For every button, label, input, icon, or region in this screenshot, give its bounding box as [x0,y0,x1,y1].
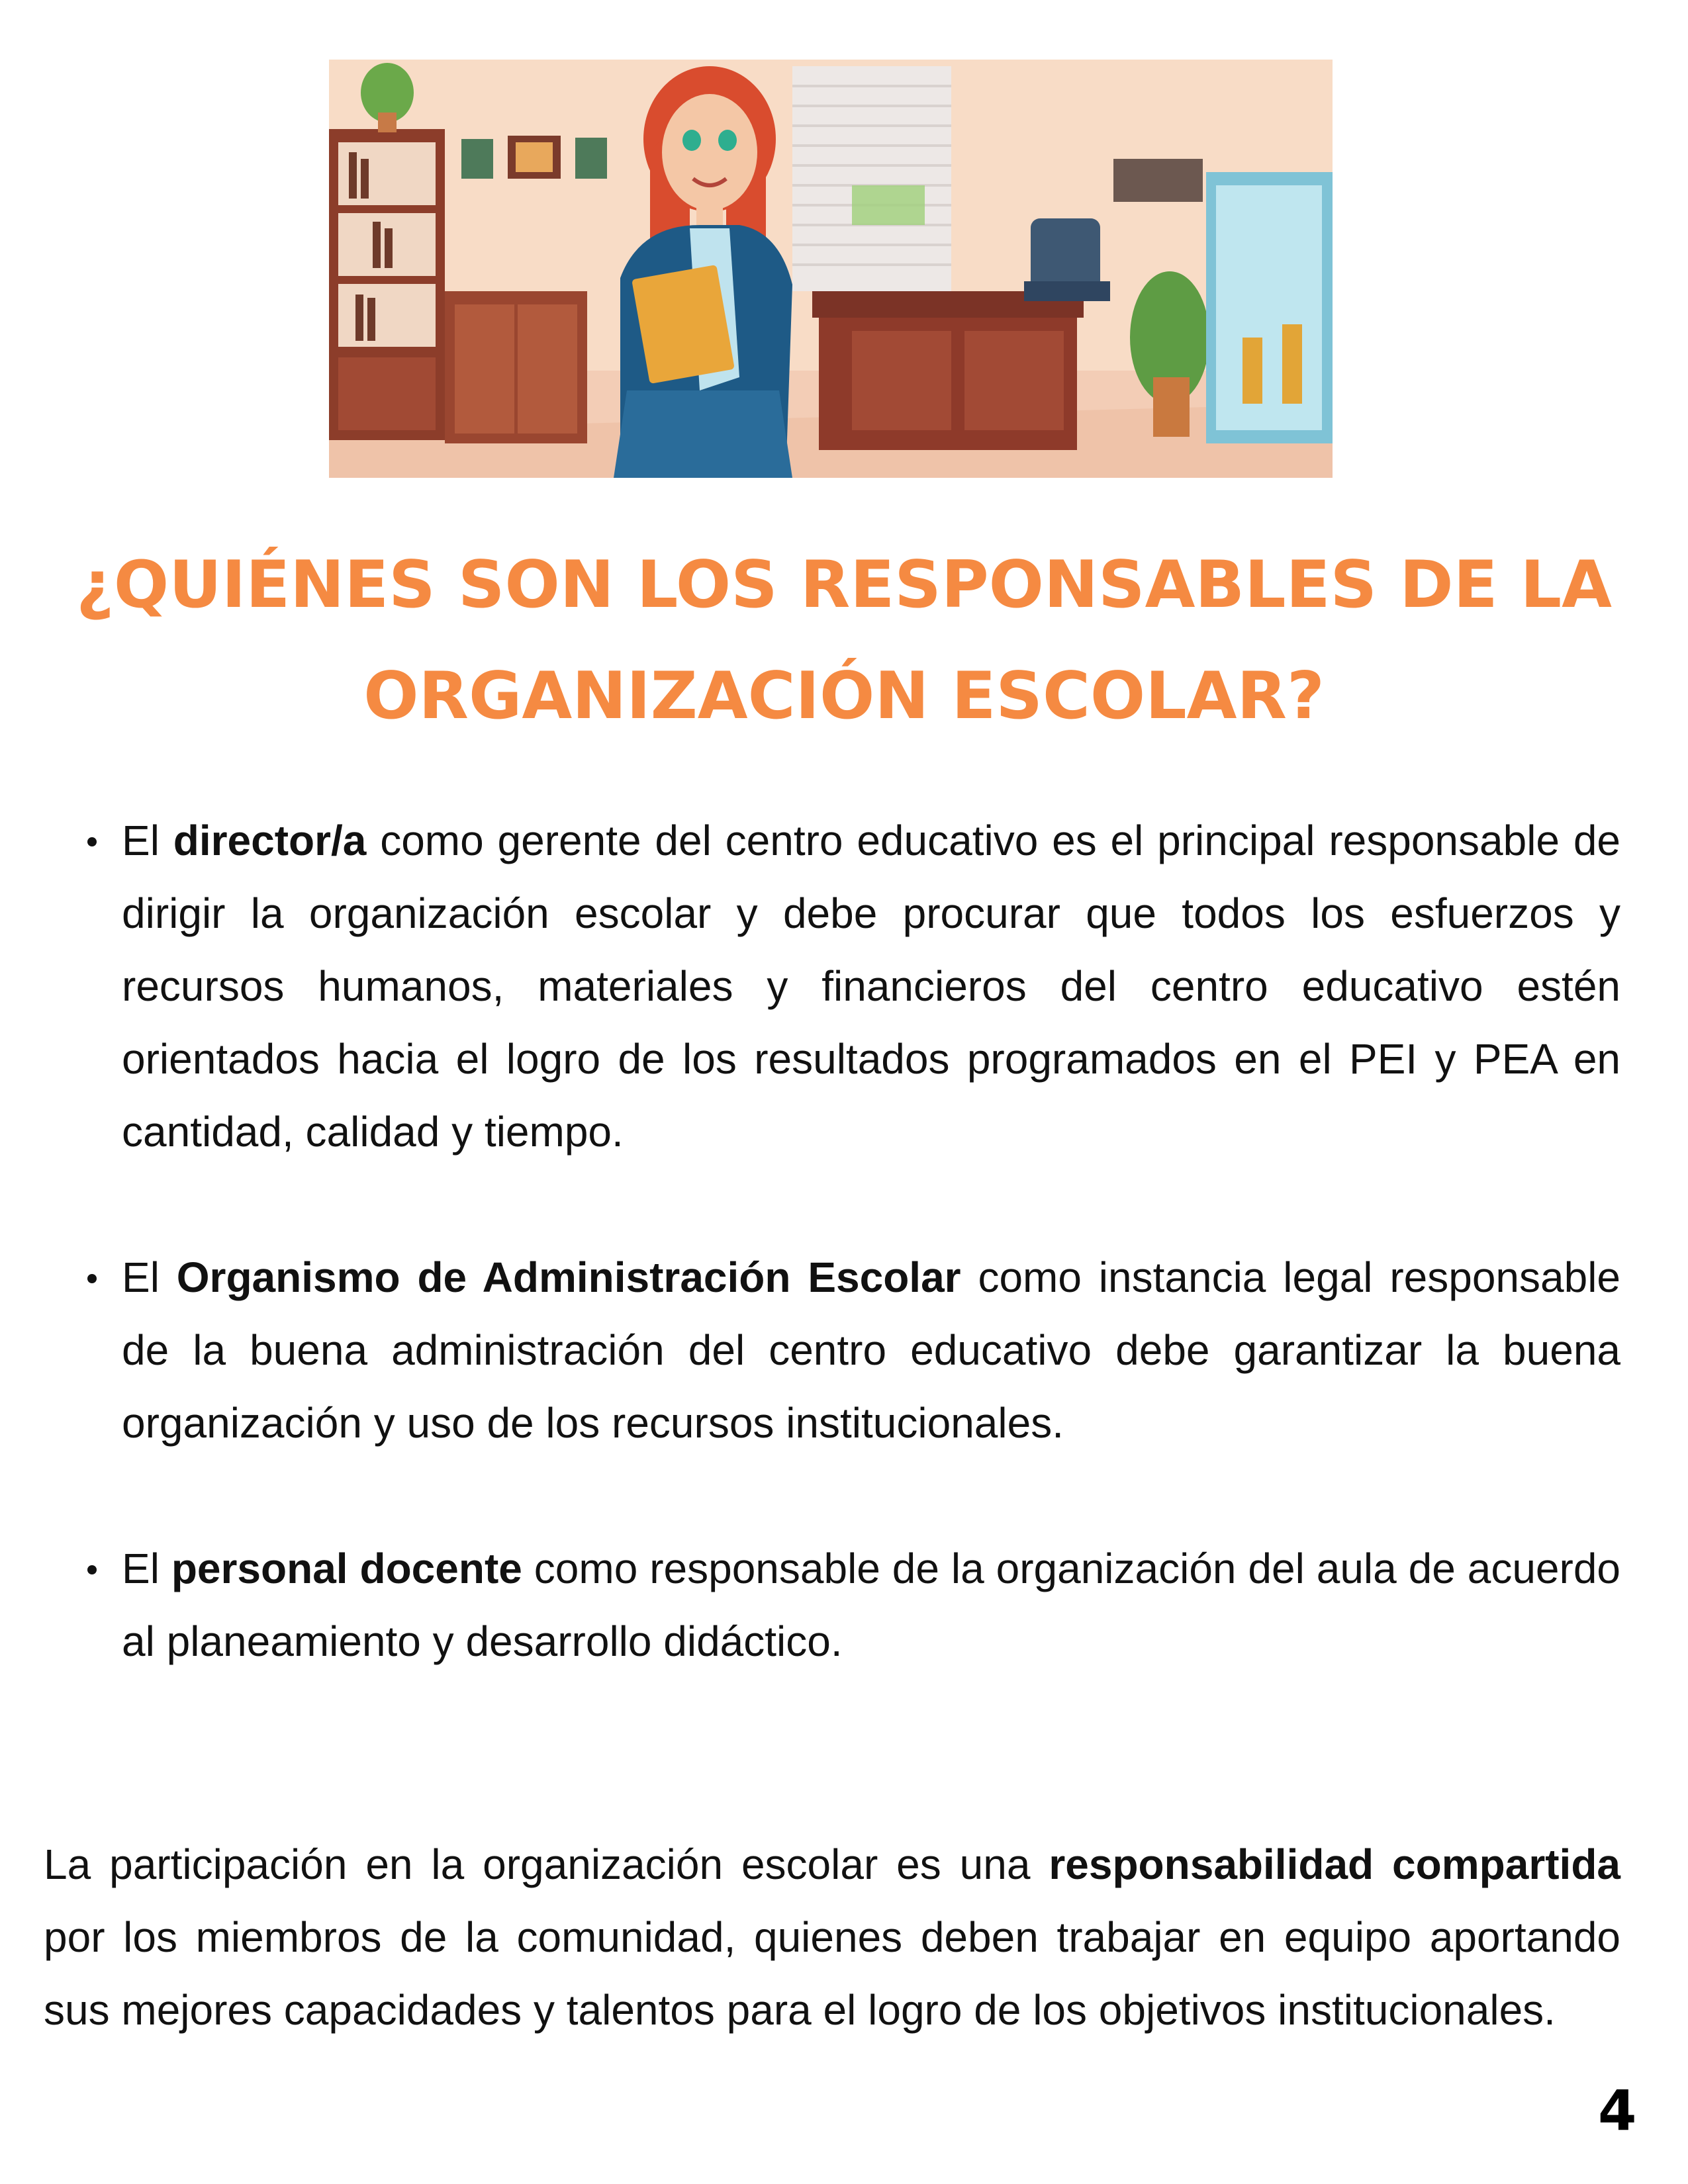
title-line-1: ¿QUIÉNES SON LOS RESPONSABLES DE LA [76,547,1612,623]
responsibles-list [87,804,1620,1751]
list-item-text: El personal docente como responsable de la organización del aula de acuerdo al planeamiento y desarrollo didáctico. [122,1545,1621,1665]
bold-term: director/a [173,817,367,864]
list-item-text: El Organismo de Administración Escolar como instancia legal responsable de la buena administración del centro educativo debe garantizar la buena organización y uso de los recursos institucionales. [122,1253,1621,1447]
bold-term: responsabilidad compartida [1049,1841,1620,1888]
list-item-director [87,804,1620,1168]
closing-paragraph: La participación en la organización escolar es una responsabilidad compartida por los miembros de la comunidad, quienes deben trabajar en equipo aportando sus mejores capacidades y talentos para el logro de los objetivos institucionales. [44,1841,1620,2034]
bold-term: Organismo de Administración Escolar [176,1253,961,1301]
page-number: 4 [1598,2078,1637,2143]
list-item-docente [87,1532,1620,1678]
bullet-dot [87,1274,97,1283]
bullet-dot [87,1565,97,1574]
bold-term: personal docente [171,1545,522,1592]
bullet-dot [87,837,97,846]
page-title [66,529,1622,752]
list-item-organismo [87,1241,1620,1459]
office-illustration [329,60,1333,478]
title-line-2: ORGANIZACIÓN ESCOLAR? [363,659,1325,734]
list-item-text: El director/a como gerente del centro educativo es el principal responsable de dirigir la organización escolar y debe procurar que todos los esfuerzos y recursos humanos, materiales y financieros del centro educativo estén orientados hacia el logro de los resultados programados en el PEI y PEA en cantidad, calidad y tiempo. [122,817,1621,1156]
